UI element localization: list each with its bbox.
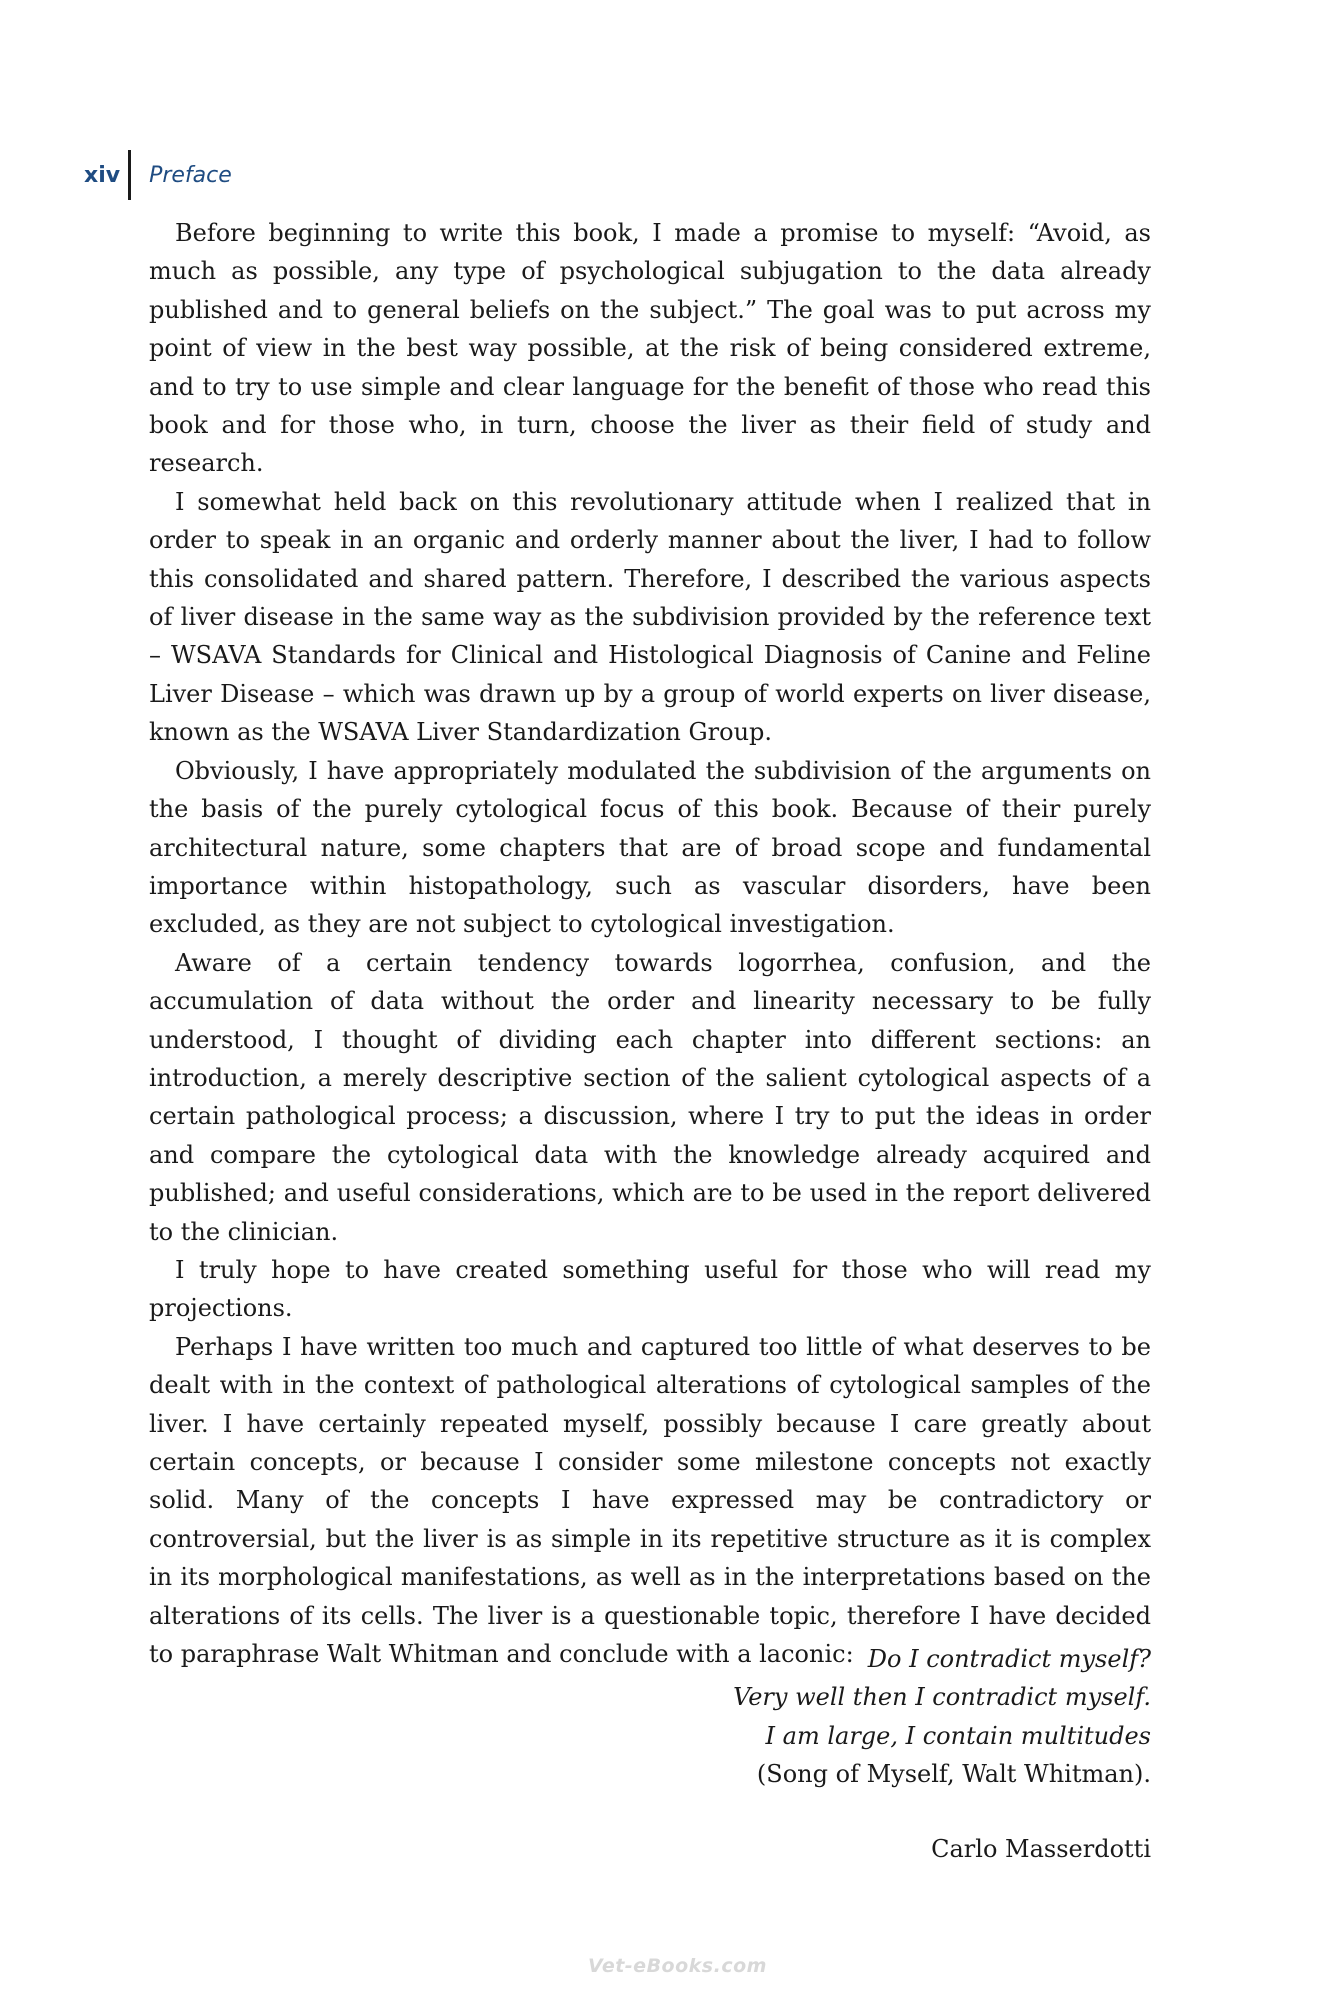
epigraph-line: Very well then I contradict myself.: [733, 1683, 1151, 1712]
epigraph-line: I am large, I contain multitudes: [765, 1721, 1151, 1750]
running-title: Preface: [149, 162, 232, 188]
epigraph-source: (Song of Myself, Walt Whitman).: [756, 1760, 1151, 1789]
paragraph: Perhaps I have written too much and captured too little of what deserves to be dealt with in the context of pathological alterations of cytological samples of the liver. I have certainly repeated myself, possibly because I care greatly about certain concepts, or because I consider some milestone concepts not exactly solid. Many of the concepts I have expressed may be contradictory or controversial, but the liver is as simple in its repetitive structure as it is complex in its morphological manifestations, as well as in the interpretations based on the alterations of its cells. The liver is a questionable topic, therefore I have decided to paraphrase Walt Whitman and conclude with a laconic:: [149, 1332, 1151, 1669]
preface-body: [149, 214, 1151, 1673]
paragraph: Obviously, I have appropriately modulated the subdivision of the arguments on the basis of the purely cytological focus of this book. Because of their purely architectural nature, some chapters that are of broad scope and fundamental importance within histopathology, such as vascular disorders, have been excluded, as they are not subject to cytological investigation.: [149, 756, 1151, 939]
header-divider: [128, 150, 131, 200]
paragraph: Aware of a certain tendency towards logorrhea, confusion, and the accumulation of data without the order and linearity necessary to be fully understood, I thought of dividing each chapter into different sections: an introduction, a merely descriptive section of the salient cytological aspects of a certain pathological process; a discussion, where I try to put the ideas in order and compare the cytological data with the knowledge already acquired and published; and useful considerations, which are to be used in the report delivered to the clinician.: [149, 948, 1151, 1246]
epigraph: [733, 1640, 1151, 1794]
paragraph: I truly hope to have created something useful for those who will read my projections.: [149, 1255, 1151, 1323]
epigraph-line: Do I contradict myself?: [867, 1645, 1151, 1673]
author-signature: Carlo Masserdotti: [931, 1835, 1151, 1863]
paragraph: Before beginning to write this book, I made a promise to myself: “Avoid, as much as possible, any type of psychological subjugation to the data already published and to general beliefs on the subject.” The goal was to put across my point of view in the best way possible, at the risk of being considered extreme, and to try to use simple and clear language for the benefit of those who read this book and for those who, in turn, choose the liver as their field of study and research.: [149, 219, 1151, 478]
page-number: xiv: [84, 162, 121, 188]
watermark: Vet-eBooks.com: [588, 1955, 767, 1977]
paragraph: I somewhat held back on this revolutionary attitude when I realized that in order to speak in an organic and orderly manner about the liver, I had to follow this consolidated and shared pattern. Therefore, I described the various aspects of liver disease in the same way as the subdivision provided by the reference text – WSAVA Standards for Clinical and Histological Diagnosis of Canine and Feline Liver Disease – which was drawn up by a group of world experts on liver disease, known as the WSAVA Liver Standardization Group.: [149, 487, 1151, 747]
running-head: [84, 150, 232, 200]
